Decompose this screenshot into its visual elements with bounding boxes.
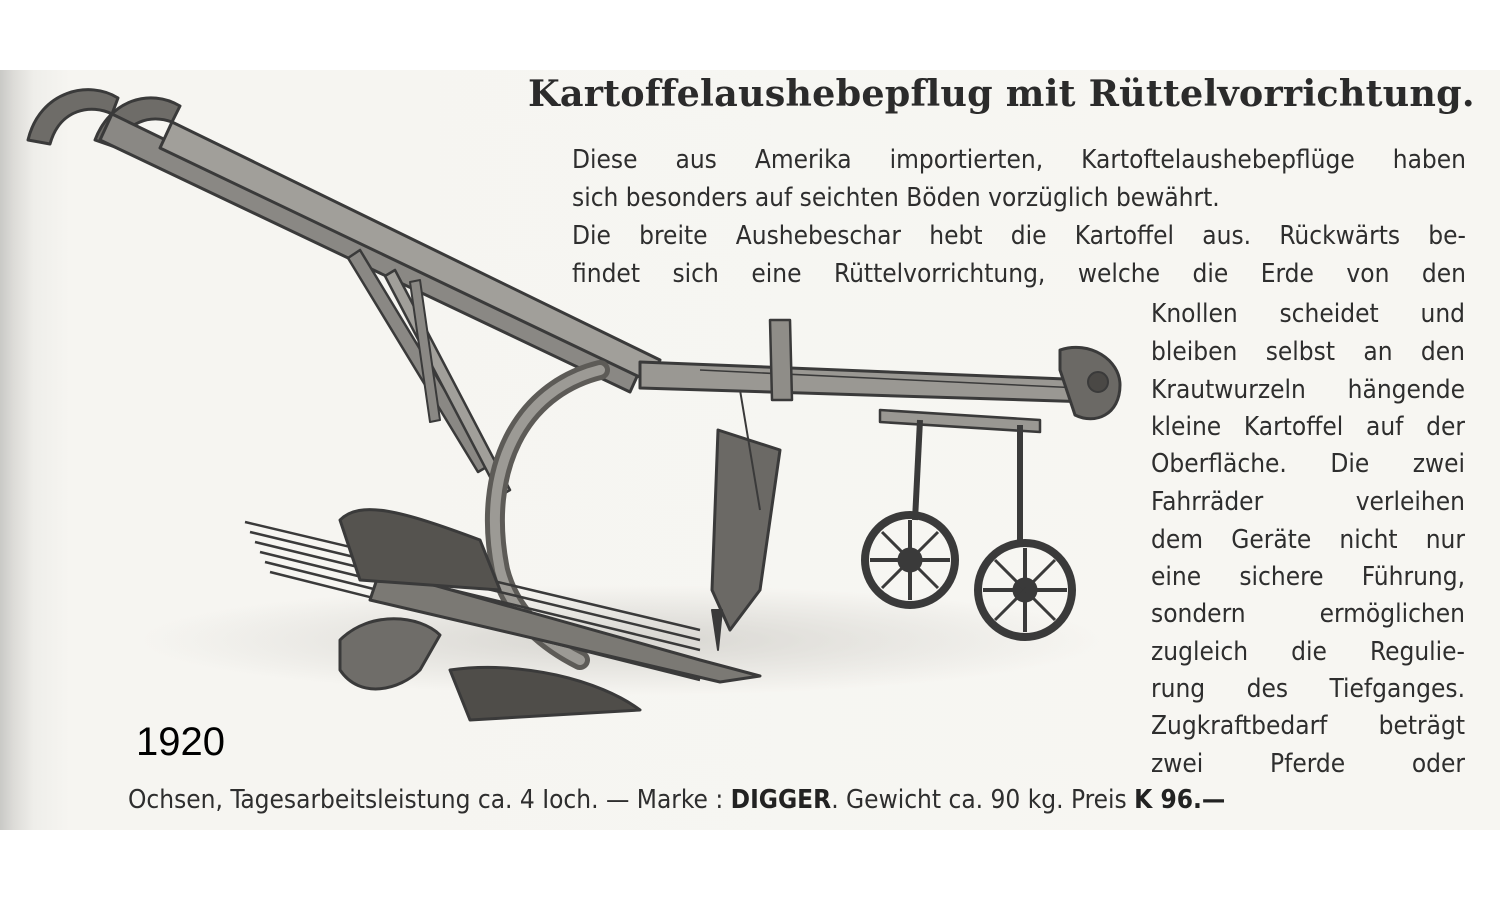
body-line: zugleich die Regulie- <box>1151 637 1465 667</box>
body-line: findet sich eine Rüttelvorrichtung, welche die Erde von den <box>572 259 1466 289</box>
body-line: rung des Tiefganges. <box>1151 674 1465 704</box>
body-line: Fahrräder verleihen <box>1151 487 1465 517</box>
body-line: eine sichere Führung, <box>1151 562 1465 592</box>
body-line: kleine Kartoffel auf der <box>1151 412 1465 442</box>
body-line: sondern ermöglichen <box>1151 599 1465 629</box>
body-line: bleiben selbst an den <box>1151 337 1465 367</box>
bottom-text-before: Ochsen, Tagesarbeitsleistung ca. 4 Ioch. — Marke : <box>128 785 724 815</box>
body-line: sich besonders auf seichten Böden vorzüglich bewährt. <box>572 183 1220 213</box>
body-line: Oberfläche. Die zwei <box>1151 449 1465 479</box>
body-line: dem Geräte nicht nur <box>1151 525 1465 555</box>
front-wheel-right <box>978 425 1072 637</box>
body-line: Knollen scheidet und <box>1151 299 1465 329</box>
plough-frame <box>640 347 1120 432</box>
catalog-page <box>0 70 1500 830</box>
body-line: zwei Pferde oder <box>1151 749 1465 779</box>
bottom-line <box>128 782 1464 818</box>
page-title: Kartoffelaushebepflug mit Rüttelvorrichtung. <box>528 72 1475 115</box>
bottom-text-middle: . Gewicht ca. 90 kg. Preis <box>831 785 1127 815</box>
price: K 96 <box>1134 785 1193 815</box>
body-line: Krautwurzeln hängende <box>1151 375 1465 405</box>
body-line: Die breite Aushebeschar hebt die Kartoffel aus. Rückwärts be- <box>572 221 1466 251</box>
body-line: Diese aus Amerika importierten, Kartoftelaushebepflüge haben <box>572 145 1466 175</box>
plough-handles <box>28 90 660 496</box>
year-label: 1920 <box>136 720 225 764</box>
price-suffix: .— <box>1193 785 1226 815</box>
front-wheel-left <box>865 420 955 605</box>
brand-name: DIGGER <box>730 785 832 815</box>
body-line: Zugkraftbedarf beträgt <box>1151 711 1465 741</box>
